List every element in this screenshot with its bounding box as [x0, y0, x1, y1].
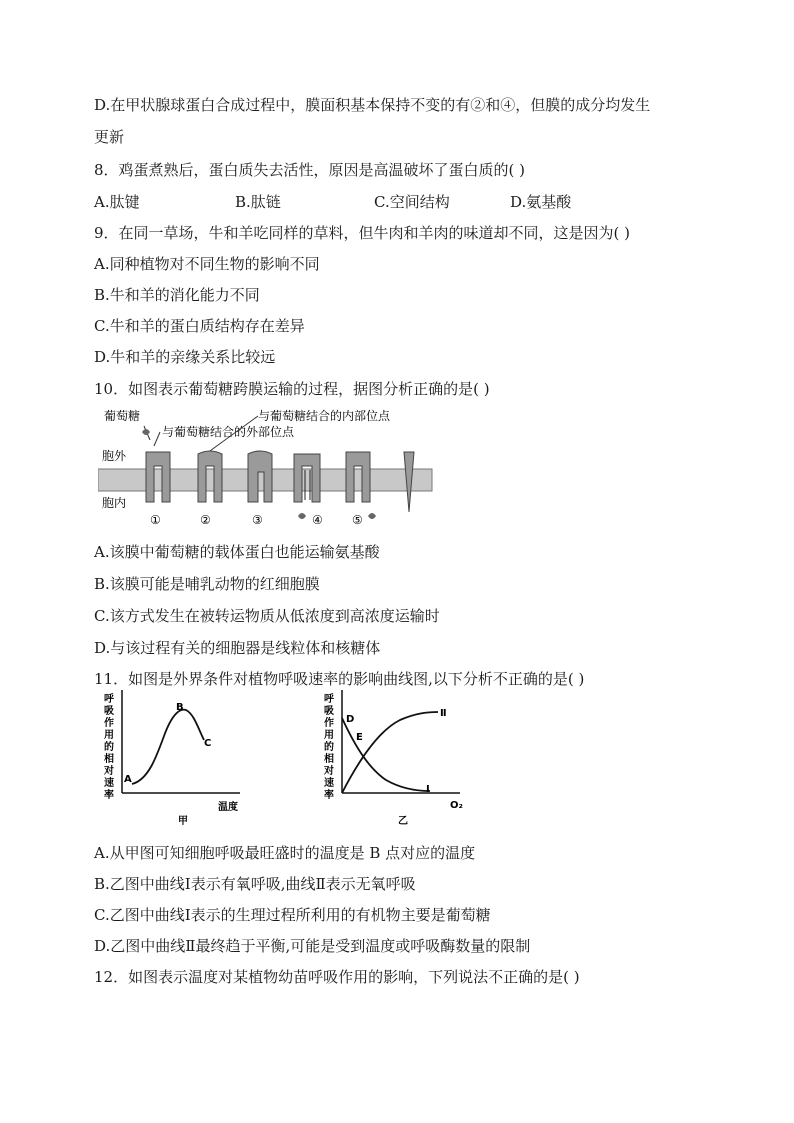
- graph-yi-caption: 乙: [398, 816, 408, 827]
- graph-yi-ylabel: [323, 692, 335, 801]
- label-inside: 胞内: [102, 496, 127, 510]
- q8-option-a: A.肽键: [94, 193, 140, 211]
- svg-text:对: 对: [104, 766, 114, 777]
- label-glucose: 葡萄糖: [104, 409, 141, 423]
- svg-text:速: 速: [104, 778, 114, 789]
- svg-text:率: 率: [324, 790, 334, 801]
- svg-text:用: 用: [324, 730, 334, 741]
- step-5: ⑤: [352, 513, 363, 527]
- point-d: D: [346, 714, 355, 725]
- graph-jia-curve: [132, 710, 204, 784]
- step-1: ①: [150, 513, 161, 527]
- svg-text:用: 用: [104, 730, 114, 741]
- point-a: A: [124, 774, 132, 785]
- line-d-option: D.在甲状腺球蛋白合成过程中，膜面积基本保持不变的有②和④，但膜的成分均发生: [94, 96, 651, 114]
- svg-text:速: 速: [324, 778, 334, 789]
- q8-option-c: C.空间结构: [374, 193, 450, 211]
- label-outside: 胞外: [102, 449, 127, 463]
- q10-option-c: C.该方式发生在被转运物质从低浓度到高浓度运输时: [94, 607, 440, 625]
- q9-option-b: B.牛和羊的消化能力不同: [94, 286, 260, 304]
- q10-option-d: D.与该过程有关的细胞器是线粒体和核糖体: [94, 639, 381, 657]
- label-outer-site: 与葡萄糖结合的外部位点: [162, 425, 295, 439]
- q9-option-d: D.牛和羊的亲缘关系比较远: [94, 348, 276, 366]
- graph-yi-xlabel: O₂: [450, 800, 463, 811]
- point-c: C: [204, 738, 212, 749]
- q11-option-d: D.乙图中曲线Ⅱ最终趋于平衡,可能是受到温度或呼吸酶数量的限制: [94, 937, 531, 955]
- graph-jia: [100, 688, 260, 828]
- curve-label-1: Ⅰ: [426, 784, 430, 795]
- q11-option-a: A.从甲图可知细胞呼吸最旺盛时的温度是 B 点对应的温度: [94, 844, 476, 862]
- svg-text:相: 相: [324, 754, 334, 765]
- q11-option-c: C.乙图中曲线Ⅰ表示的生理过程所利用的有机物主要是葡萄糖: [94, 906, 491, 924]
- question-9: 9．在同一草场，牛和羊吃同样的草料，但牛肉和羊肉的味道却不同，这是因为( ): [94, 224, 631, 242]
- svg-text:作: 作: [104, 718, 114, 729]
- question-11: 11．如图是外界条件对植物呼吸速率的影响曲线图,以下分析不正确的是( ): [94, 670, 585, 688]
- svg-text:的: 的: [324, 742, 334, 753]
- q11-option-b: B.乙图中曲线Ⅰ表示有氧呼吸,曲线Ⅱ表示无氧呼吸: [94, 875, 416, 893]
- svg-text:相: 相: [104, 754, 114, 765]
- svg-text:率: 率: [104, 790, 114, 801]
- svg-text:吸: 吸: [104, 706, 114, 717]
- graph-jia-xlabel: 温度: [218, 802, 238, 813]
- line-update: 更新: [94, 128, 125, 146]
- step-2: ②: [200, 513, 211, 527]
- q10-option-a: A.该膜中葡萄糖的载体蛋白也能运输氨基酸: [94, 543, 380, 561]
- svg-text:呼: 呼: [324, 694, 334, 705]
- curve-label-2: Ⅱ: [440, 708, 447, 719]
- svg-text:对: 对: [324, 766, 334, 777]
- q8-option-d: D.氨基酸: [510, 193, 572, 211]
- svg-text:作: 作: [324, 718, 334, 729]
- graph-jia-caption: 甲: [178, 816, 188, 827]
- question-10: 10．如图表示葡萄糖跨膜运输的过程，据图分析正确的是( ): [94, 380, 490, 398]
- graph-jia-ylabel: [103, 692, 115, 801]
- graph-yi: [320, 688, 480, 828]
- step-3: ③: [252, 513, 263, 527]
- question-12: 12．如图表示温度对某植物幼苗呼吸作用的影响，下列说法不正确的是( ): [94, 968, 580, 986]
- q9-option-c: C.牛和羊的蛋白质结构存在差异: [94, 317, 305, 335]
- svg-text:吸: 吸: [324, 706, 334, 717]
- graph-yi-curve-2: [342, 712, 438, 793]
- point-b: B: [176, 702, 184, 713]
- svg-text:的: 的: [104, 742, 114, 753]
- point-e: E: [356, 732, 363, 743]
- q9-option-a: A.同种植物对不同生物的影响不同: [94, 255, 320, 273]
- step-4: ④: [312, 513, 323, 527]
- svg-text:呼: 呼: [104, 694, 114, 705]
- q10-option-b: B.该膜可能是哺乳动物的红细胞膜: [94, 575, 320, 593]
- question-8: 8．鸡蛋煮熟后，蛋白质失去活性，原因是高温破坏了蛋白质的( ): [94, 161, 526, 179]
- label-inner-site: 与葡萄糖结合的内部位点: [258, 409, 391, 423]
- q8-option-b: B.肽链: [235, 193, 281, 211]
- membrane-transport-figure: [98, 404, 438, 530]
